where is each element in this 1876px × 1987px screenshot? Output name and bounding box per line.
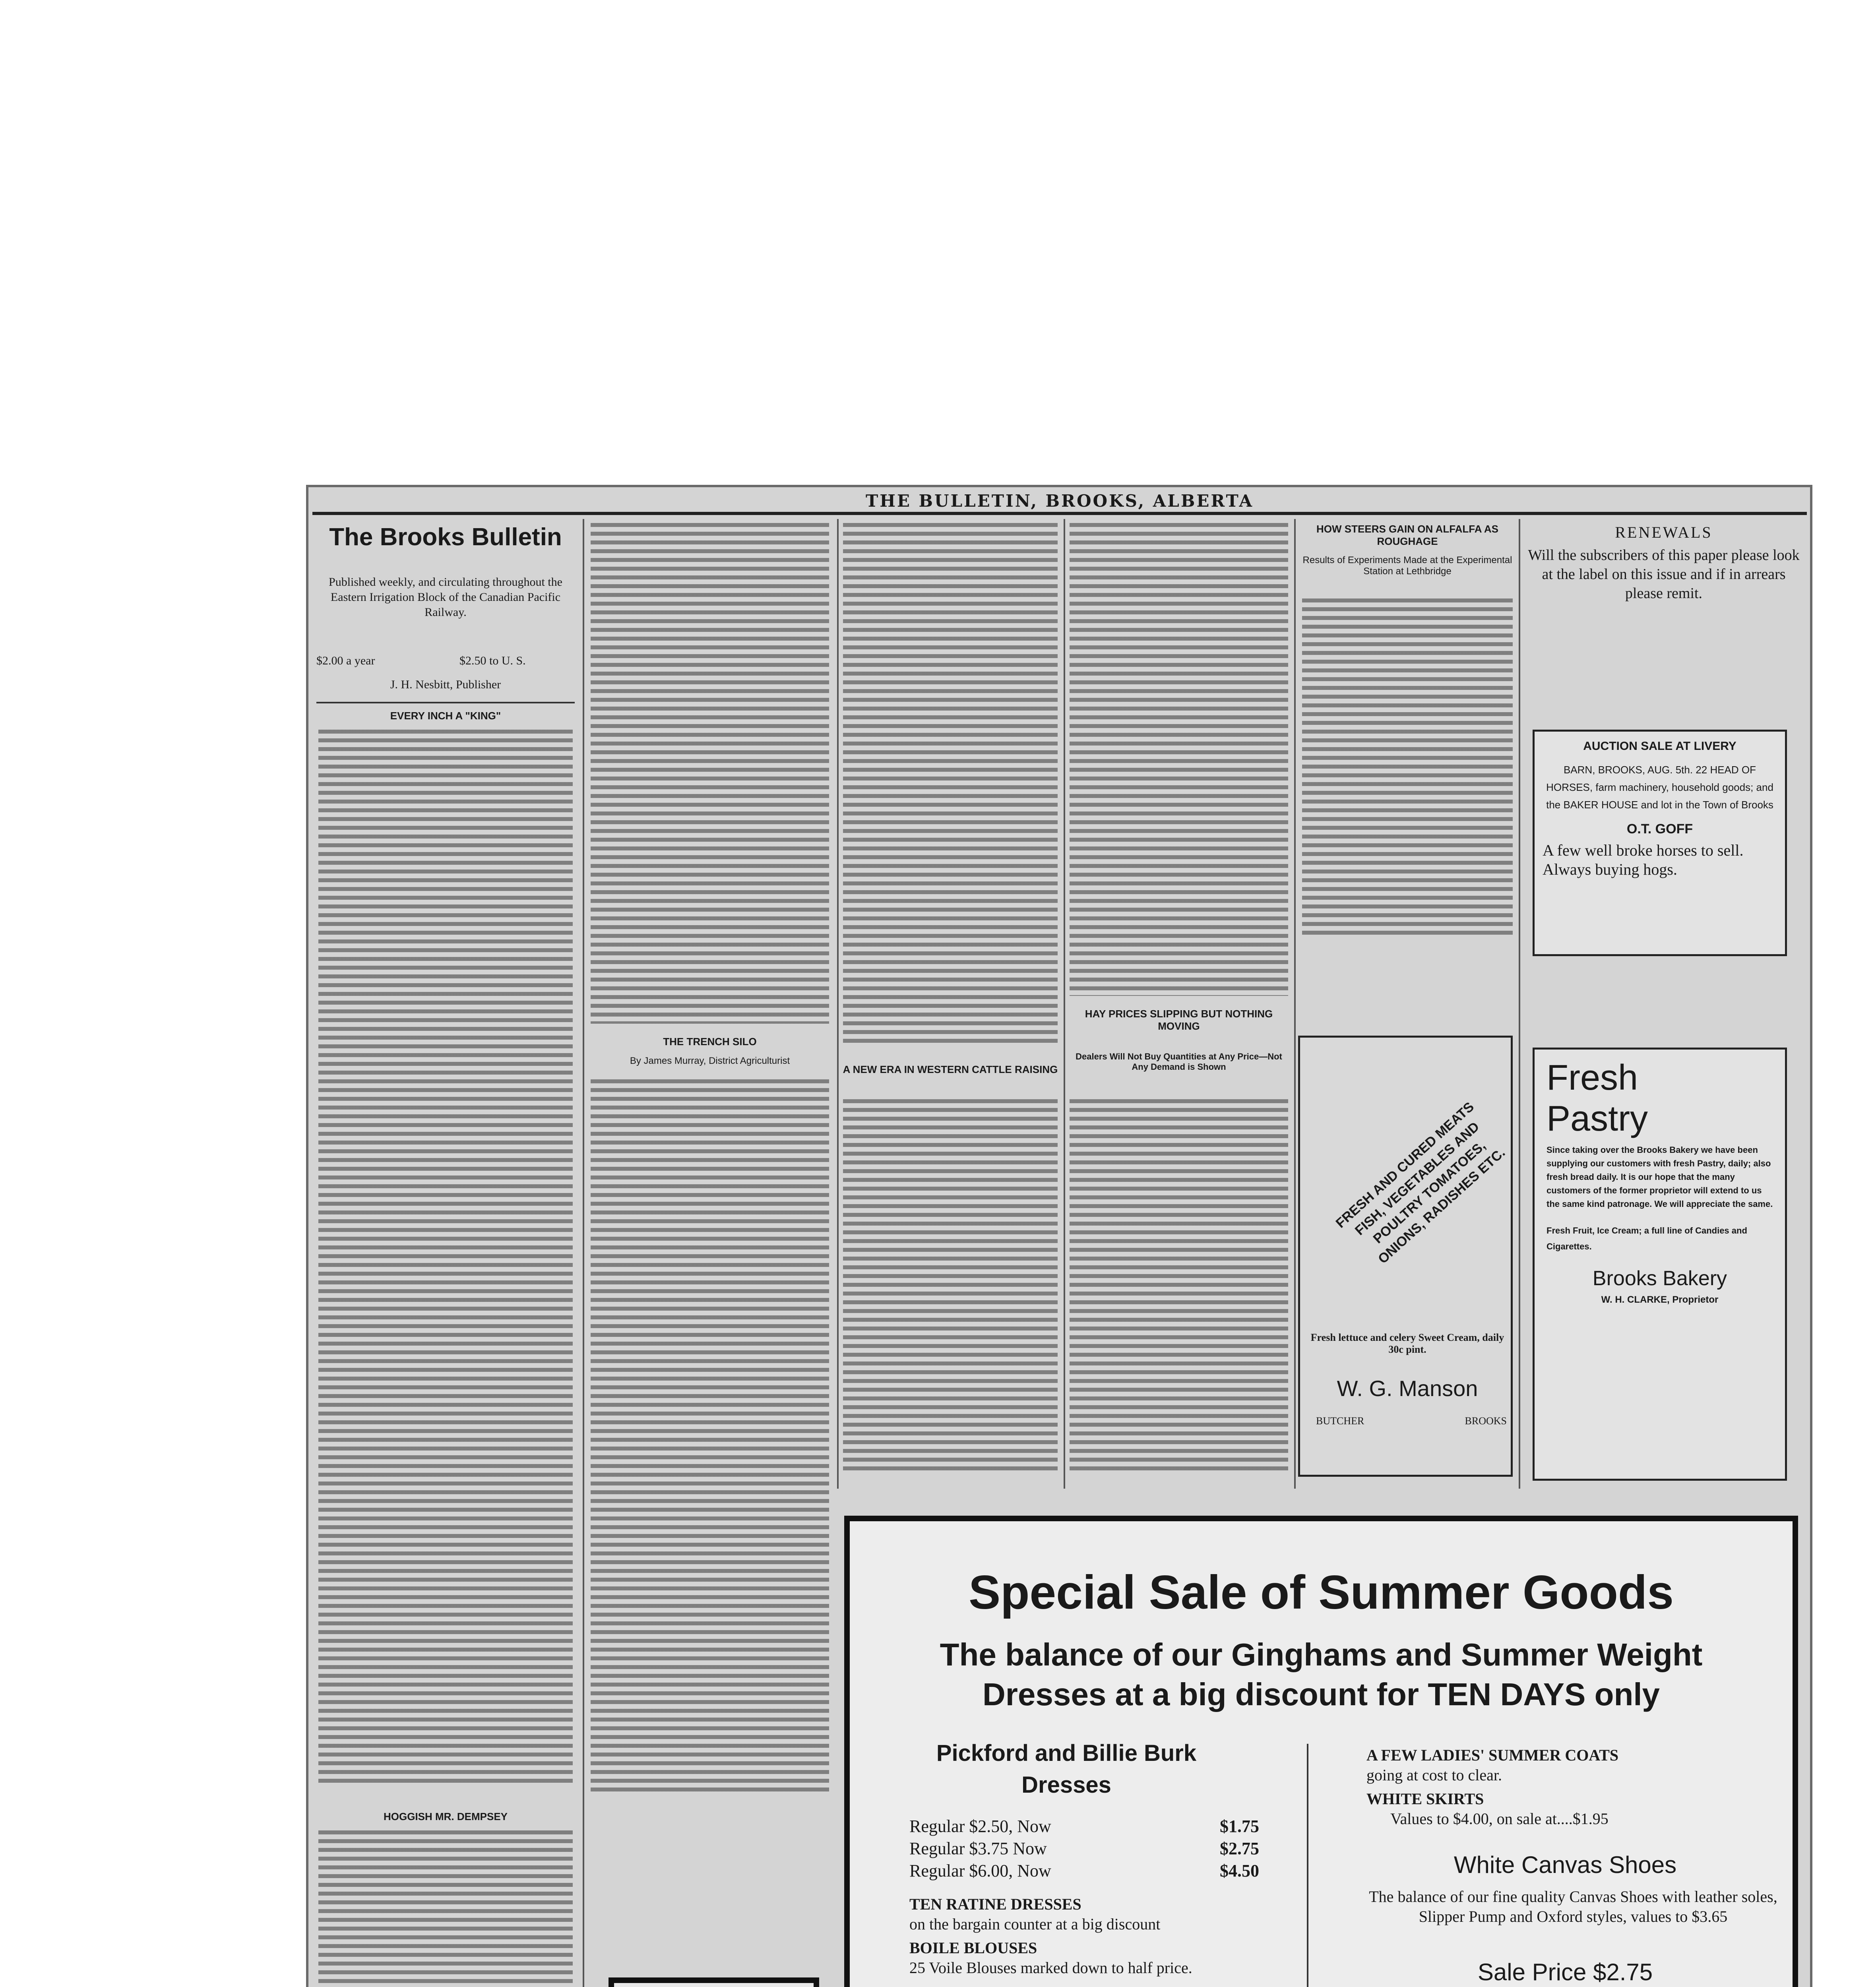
article-hay-body — [1070, 1099, 1288, 1473]
poem-body — [591, 523, 829, 1024]
bakery-fresh-fruit: Fresh Fruit, Ice Cream; a full line of Candies and Cigarettes. — [1547, 1226, 1747, 1251]
boile-title: BOILE BLOUSES — [909, 1939, 1037, 1957]
price-value: $1.75 — [1220, 1817, 1259, 1836]
auction-footer: A few well broke horses to sell. Always buying hogs. — [1543, 841, 1744, 878]
article-steers-body — [1302, 598, 1513, 936]
skirts-text: Values to $4.00, on sale at....$1.95 — [1390, 1810, 1609, 1828]
price-label: Regular $3.75 Now — [909, 1839, 1047, 1858]
publisher: J. H. Nesbitt, Publisher — [390, 678, 501, 691]
headline-steers: HOW STEERS GAIN ON ALFALFA AS ROUGHAGE — [1316, 523, 1498, 547]
auction-name: O.T. GOFF — [1626, 821, 1693, 837]
ratine-text: on the bargain counter at a big discount — [909, 1915, 1161, 1933]
price-value: $4.50 — [1220, 1861, 1259, 1880]
byline-murray: By James Murray, District Agriculturist — [630, 1055, 790, 1066]
bakery-name: Brooks Bakery — [1592, 1267, 1727, 1290]
auction-box — [1533, 730, 1787, 956]
battery-ad — [609, 1977, 819, 1987]
article-army-order-body — [1070, 523, 1288, 996]
skirts-title: WHITE SKIRTS — [1366, 1790, 1484, 1808]
article-silo-continued — [843, 523, 1058, 1048]
masthead-title: The Brooks Bulletin — [329, 523, 562, 551]
renewals-text: Will the subscribers of this paper please look at the label on this issue and if in arrears please remit. — [1528, 547, 1800, 602]
price-row — [909, 1838, 1259, 1860]
auction-title: AUCTION SALE AT LIVERY — [1583, 740, 1736, 753]
price-us: $2.50 to U. S. — [459, 654, 526, 667]
subhead-steers: Results of Experiments Made at the Experimental Station at Lethbridge — [1302, 555, 1512, 577]
pickford-title-2: Dresses — [1021, 1772, 1111, 1798]
newspaper-page — [306, 485, 1812, 1987]
article-trench-silo-body — [591, 1079, 829, 1795]
price-value: $2.75 — [1220, 1839, 1259, 1858]
headline-king: EVERY INCH A "KING" — [390, 710, 501, 722]
price-label: Regular $2.50, Now — [909, 1817, 1051, 1836]
shoes-title: White Canvas Shoes — [1454, 1851, 1677, 1878]
bakery-title-1: Fresh — [1547, 1058, 1638, 1098]
butcher-diagonal: FRESH AND CURED MEATS FISH, VEGETABLES AND POULTRY TOMATOES, ONIONS, RADISHES ETC. — [1333, 1099, 1508, 1267]
coats-text: going at cost to clear. — [1366, 1766, 1502, 1784]
price-row — [909, 1860, 1259, 1882]
butcher-town: BROOKS — [1465, 1415, 1507, 1427]
butcher-ad — [1298, 1036, 1513, 1477]
butcher-line: Fresh lettuce and celery Sweet Cream, daily 30c pint. — [1310, 1332, 1504, 1355]
headline-hay-prices: HAY PRICES SLIPPING BUT NOTHING MOVING — [1085, 1008, 1273, 1032]
column-rule — [1294, 519, 1296, 1489]
bakery-text: Since taking over the Brooks Bakery we have been supplying our customers with fresh Pastry, daily; also fresh bread daily. It is our hope that the many customers of the former proprietor will extend to us the same kind patronage. We will appreciate the same. — [1547, 1145, 1773, 1209]
purcell-ad — [844, 1516, 1798, 1987]
masthead-info: Published weekly, and circulating throughout the Eastern Irrigation Block of the Canadian Pacific Railway. — [329, 575, 562, 619]
shoes-price: Sale Price $2.75 — [1477, 1959, 1653, 1985]
article-king-body — [318, 730, 573, 1783]
subhead-hay-prices: Dealers Will Not Buy Quantities at Any Price—Not Any Demand is Shown — [1076, 1052, 1282, 1072]
butcher-name: W. G. Manson — [1337, 1376, 1478, 1401]
bakery-ad — [1533, 1048, 1787, 1481]
price-list — [909, 1815, 1259, 1882]
renewals-title: RENEWALS — [1615, 523, 1713, 541]
article-cattle-body — [843, 1099, 1058, 1473]
column-rule — [1519, 519, 1520, 1489]
bakery-title-2: Pastry — [1547, 1099, 1648, 1139]
ad-title: Special Sale of Summer Goods — [969, 1566, 1674, 1619]
boile-text: 25 Voile Blouses marked down to half price. — [909, 1959, 1192, 1977]
column-rule — [1064, 519, 1065, 1489]
price-row — [909, 1815, 1259, 1838]
ad-sub-1: The balance of our Ginghams and Summer Weight — [940, 1637, 1703, 1672]
ad-sub-2: Dresses at a big discount for TEN DAYS only — [982, 1677, 1660, 1712]
coats-title: A FEW LADIES' SUMMER COATS — [1366, 1746, 1619, 1764]
pickford-title-1: Pickford and Billie Burk — [936, 1740, 1197, 1766]
headline-trench-silo: THE TRENCH SILO — [663, 1036, 757, 1048]
headline-cattle-raising: A NEW ERA IN WESTERN CATTLE RAISING — [843, 1063, 1058, 1075]
butcher-role: BUTCHER — [1316, 1415, 1364, 1427]
column-rule — [583, 519, 584, 1987]
shoes-text: The balance of our fine quality Canvas Shoes with leather soles, Slipper Pump and Oxford styles, values to $3.65 — [1369, 1888, 1777, 1925]
headline-dempsey: HOGGISH MR. DEMPSEY — [383, 1811, 508, 1822]
divider — [316, 702, 575, 703]
ratine-title: TEN RATINE DRESSES — [909, 1895, 1081, 1913]
auction-text: BARN, BROOKS, AUG. 5th. 22 HEAD OF HORSES, farm machinery, household goods; and the BAKER HOUSE and lot in the Town of Brooks — [1546, 764, 1773, 811]
renewals-box — [1525, 523, 1803, 654]
price-label: Regular $6.00, Now — [909, 1861, 1051, 1880]
ad-divider — [1307, 1744, 1308, 1987]
bakery-proprietor: W. H. CLARKE, Proprietor — [1601, 1294, 1719, 1305]
price-canada: $2.00 a year — [316, 654, 375, 667]
page-header: THE BULLETIN, BROOKS, ALBERTA — [312, 491, 1807, 515]
column-rule — [837, 519, 839, 1489]
article-dempsey-body — [318, 1830, 573, 1987]
